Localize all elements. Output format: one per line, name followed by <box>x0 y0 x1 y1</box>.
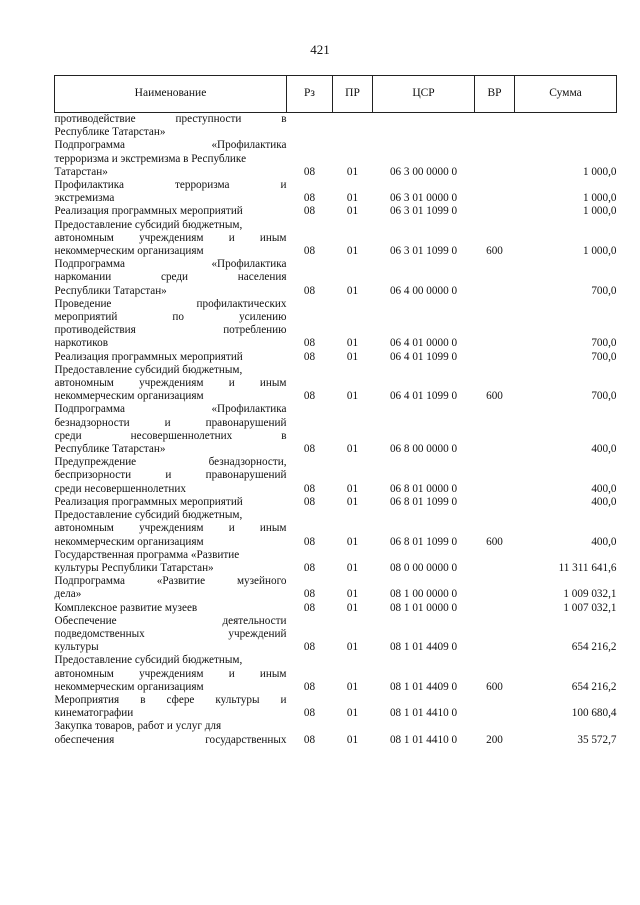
row-name-word: деятельности <box>222 614 287 627</box>
row-name-word: Мероприятия <box>54 693 120 706</box>
row-sum: 100 680,4 <box>571 707 617 720</box>
table-header-row <box>55 76 617 113</box>
row-csr: 06 8 01 1099 0 <box>389 495 458 508</box>
row-name-line <box>55 575 287 588</box>
row-name-line <box>55 285 287 298</box>
row-name-word: правонарушений <box>205 416 287 429</box>
row-csr: 06 4 01 1099 0 <box>389 350 458 363</box>
row-rz: 08 <box>303 707 316 720</box>
row-rz: 08 <box>303 535 316 548</box>
row-sum: 654 216,2 <box>571 680 617 693</box>
header-pr: ПР <box>333 76 373 113</box>
row-name-word: безнадзорности, <box>208 456 287 469</box>
row-name-word: учреждениям <box>139 522 204 535</box>
row-name-word: некоммерческим организациям <box>54 680 204 693</box>
row-vr <box>475 403 515 456</box>
row-name-word: в <box>281 113 287 125</box>
row-name-word: культуры <box>215 693 260 706</box>
row-name-word: терроризма <box>175 179 230 192</box>
row-vr: 600 <box>486 680 503 693</box>
row-sum: 1 000,0 <box>582 245 617 258</box>
row-name <box>55 720 287 746</box>
row-csr: 08 1 01 4409 0 <box>389 641 458 654</box>
row-name-line <box>55 192 287 205</box>
row-name-line <box>55 654 287 667</box>
row-vr <box>475 456 515 496</box>
row-name-word: некоммерческим организациям <box>54 535 204 548</box>
table-row <box>55 139 617 179</box>
row-sum: 700,0 <box>591 390 617 403</box>
row-name-word: некоммерческим организациям <box>54 390 204 403</box>
row-name-word: профилактических <box>196 297 287 310</box>
row-name-word: Подпрограмма <box>54 258 125 271</box>
row-sum: 1 000,0 <box>582 165 617 178</box>
table-row <box>55 549 617 575</box>
row-name-word: и <box>165 469 172 482</box>
row-csr: 06 3 01 1099 0 <box>389 245 458 258</box>
row-csr: 08 1 00 0000 0 <box>389 588 458 601</box>
row-name-word: автономным <box>54 231 114 244</box>
row-name-word: Государственная программа «Развитие <box>54 548 240 561</box>
table-row <box>55 456 617 496</box>
row-rz: 08 <box>303 495 316 508</box>
row-name-word: Предоставление субсидий бюджетным, <box>54 218 243 231</box>
row-csr: 08 1 01 4410 0 <box>389 733 458 746</box>
row-name-word: учреждениям <box>139 667 204 680</box>
row-name <box>55 694 287 720</box>
row-name-word: автономным <box>54 667 114 680</box>
row-name-word: потреблению <box>223 324 287 337</box>
row-name-line <box>55 562 287 575</box>
row-csr: 06 4 00 0000 0 <box>389 284 458 297</box>
row-name-line <box>55 707 287 720</box>
row-vr <box>475 113 515 140</box>
table-row <box>55 403 617 456</box>
row-name-word: Проведение <box>54 297 112 310</box>
row-name-word: правонарушений <box>205 469 287 482</box>
row-pr: 01 <box>346 443 359 456</box>
row-vr <box>475 602 515 615</box>
header-csr: ЦСР <box>373 76 475 113</box>
table-row <box>55 351 617 364</box>
row-csr: 06 3 01 0000 0 <box>389 192 458 205</box>
row-rz: 08 <box>303 680 316 693</box>
table-row <box>55 720 617 746</box>
row-vr <box>475 351 515 364</box>
row-name <box>55 258 287 298</box>
row-name-word: терроризма и экстремизма в Республике <box>54 152 247 165</box>
row-name-line <box>55 166 287 179</box>
table-row <box>55 615 617 655</box>
row-csr: 08 1 01 4409 0 <box>389 680 458 693</box>
row-csr: 06 3 01 1099 0 <box>389 205 458 218</box>
row-name-word: по <box>172 311 184 324</box>
row-name-line <box>55 364 287 377</box>
row-name-word: автономным <box>54 377 114 390</box>
row-name <box>55 351 287 364</box>
row-name-line <box>55 720 287 733</box>
row-name-word: беспризорности <box>54 469 132 482</box>
row-rz: 08 <box>303 733 316 746</box>
row-name-word: иным <box>259 667 287 680</box>
row-name-line <box>55 232 287 245</box>
row-pr: 01 <box>346 390 359 403</box>
row-sum: 400,0 <box>591 495 617 508</box>
row-name-word: «Развитие <box>156 575 206 588</box>
row-vr: 200 <box>486 733 503 746</box>
row-name <box>55 139 287 179</box>
row-vr: 600 <box>486 535 503 548</box>
row-name-word: Предоставление субсидий бюджетным, <box>54 654 243 667</box>
row-name-word: культуры Республики Татарстан» <box>54 561 214 574</box>
row-name-word: государственных <box>205 733 287 746</box>
row-sum: 1 007 032,1 <box>563 601 617 614</box>
row-name-word: среди <box>160 271 189 284</box>
row-name <box>55 179 287 205</box>
row-name-line <box>55 377 287 390</box>
row-rz: 08 <box>303 284 316 297</box>
row-name <box>55 219 287 259</box>
row-vr <box>475 258 515 298</box>
table-row <box>55 298 617 351</box>
row-sum: 35 572,7 <box>577 733 617 746</box>
row-name-word: в <box>140 693 146 706</box>
row-sum: 400,0 <box>591 443 617 456</box>
page-number: 421 <box>310 42 330 57</box>
row-pr: 01 <box>346 561 359 574</box>
row-name-line <box>55 258 287 271</box>
row-name-line <box>55 113 287 126</box>
row-name-word: Закупка товаров, работ и услуг для <box>54 720 222 733</box>
row-name-word: в <box>281 429 287 442</box>
row-name-word: Предоставление субсидий бюджетным, <box>54 363 243 376</box>
row-rz <box>287 113 333 140</box>
row-vr <box>475 575 515 601</box>
row-name-word: сфере <box>166 693 195 706</box>
row-name-word: и <box>164 416 171 429</box>
row-sum: 1 000,0 <box>582 205 617 218</box>
row-pr: 01 <box>346 495 359 508</box>
row-name-line <box>55 496 287 509</box>
row-name-word: несовершеннолетних <box>130 429 233 442</box>
row-rz: 08 <box>303 588 316 601</box>
row-name <box>55 602 287 615</box>
row-name-line <box>55 417 287 430</box>
row-name-word: мероприятий <box>54 311 118 324</box>
row-rz: 08 <box>303 390 316 403</box>
row-vr <box>475 179 515 205</box>
row-name-line <box>55 522 287 535</box>
row-name-line <box>55 734 287 747</box>
row-name <box>55 364 287 404</box>
row-vr <box>475 694 515 720</box>
row-name-word: Комплексное развитие музеев <box>54 601 198 614</box>
row-name-word: безнадзорности <box>54 416 130 429</box>
row-pr: 01 <box>346 733 359 746</box>
row-name-word: среди <box>54 429 82 442</box>
row-name-line <box>55 403 287 416</box>
row-name-word: и <box>228 522 235 535</box>
header-sum: Сумма <box>515 76 617 113</box>
row-name-line <box>55 245 287 258</box>
row-name-word: Подпрограмма <box>54 139 125 152</box>
row-csr: 06 8 00 0000 0 <box>389 443 458 456</box>
row-name <box>55 549 287 575</box>
row-name-word: противодействия <box>54 324 136 337</box>
row-csr: 06 3 00 0000 0 <box>389 165 458 178</box>
row-name-word: учреждений <box>228 627 287 640</box>
row-name-line <box>55 681 287 694</box>
row-vr <box>475 549 515 575</box>
row-name-line <box>55 641 287 654</box>
row-vr <box>475 205 515 218</box>
row-pr: 01 <box>346 641 359 654</box>
row-name-word: наркотиков <box>54 337 108 350</box>
table-row <box>55 179 617 205</box>
row-name-line <box>55 536 287 549</box>
row-name-word: учреждениям <box>139 231 204 244</box>
row-csr: 06 8 01 1099 0 <box>389 535 458 548</box>
row-name-word: Реализация программных мероприятий <box>54 205 243 218</box>
row-name-word: культуры <box>54 641 99 654</box>
row-name-word: Реализация программных мероприятий <box>54 495 243 508</box>
row-name-line <box>55 311 287 324</box>
row-csr: 08 1 01 4410 0 <box>389 707 458 720</box>
table-row <box>55 509 617 549</box>
row-name-line <box>55 337 287 350</box>
row-pr: 01 <box>346 192 359 205</box>
row-name-line <box>55 602 287 615</box>
row-name-line <box>55 351 287 364</box>
row-name-word: иным <box>259 231 287 244</box>
row-name <box>55 403 287 456</box>
header-vr: ВР <box>475 76 515 113</box>
row-name-line <box>55 179 287 192</box>
row-pr: 01 <box>346 284 359 297</box>
row-rz: 08 <box>303 561 316 574</box>
row-name <box>55 654 287 694</box>
row-name-word: Республике Татарстан» <box>54 126 166 139</box>
row-name-word: наркомании <box>54 271 112 284</box>
row-name-word: Предупреждение <box>54 456 137 469</box>
row-name-line <box>55 139 287 152</box>
row-name-line <box>55 219 287 232</box>
row-name-line <box>55 615 287 628</box>
row-pr: 01 <box>346 245 359 258</box>
row-name-word: и <box>280 693 287 706</box>
row-name-word: автономным <box>54 522 114 535</box>
row-sum: 11 311 641,6 <box>558 561 617 574</box>
row-name-line <box>55 430 287 443</box>
row-rz: 08 <box>303 337 316 350</box>
table-row <box>55 258 617 298</box>
row-name <box>55 205 287 218</box>
row-pr: 01 <box>346 707 359 720</box>
row-csr <box>373 113 475 140</box>
row-rz: 08 <box>303 245 316 258</box>
row-name-word: Обеспечение <box>54 614 117 627</box>
row-name-word: усилению <box>239 311 287 324</box>
table-row <box>55 219 617 259</box>
row-name-line <box>55 271 287 284</box>
row-name-line <box>55 588 287 601</box>
row-sum: 700,0 <box>591 284 617 297</box>
row-csr: 06 4 01 1099 0 <box>389 390 458 403</box>
row-name-line <box>55 153 287 166</box>
row-sum: 700,0 <box>591 337 617 350</box>
row-name-word: Республики Татарстан» <box>54 284 167 297</box>
row-vr: 600 <box>486 390 503 403</box>
row-name <box>55 615 287 655</box>
row-name-word: и <box>280 179 287 192</box>
row-sum: 1 009 032,1 <box>563 588 617 601</box>
row-name-line <box>55 549 287 562</box>
row-name-word: Республике Татарстан» <box>54 443 166 456</box>
row-name-word: и <box>228 667 235 680</box>
row-sum: 1 000,0 <box>582 192 617 205</box>
row-pr: 01 <box>346 588 359 601</box>
row-name-word: иным <box>259 377 287 390</box>
row-name-word: и <box>228 231 235 244</box>
row-rz: 08 <box>303 350 316 363</box>
row-csr: 08 0 00 0000 0 <box>389 561 458 574</box>
row-name-word: кинематографии <box>54 707 134 720</box>
row-name-word: Предоставление субсидий бюджетным, <box>54 509 243 522</box>
row-name-word: подведомственных <box>54 627 145 640</box>
row-name-word: Подпрограмма <box>54 403 125 416</box>
row-vr: 600 <box>486 245 503 258</box>
row-csr: 06 8 01 0000 0 <box>389 482 458 495</box>
row-sum: 654 216,2 <box>571 641 617 654</box>
budget-table <box>54 75 617 747</box>
row-name-line <box>55 205 287 218</box>
row-name-line <box>55 628 287 641</box>
header-name: Наименование <box>55 76 287 113</box>
row-name-word: некоммерческим организациям <box>54 245 204 258</box>
row-name-word: Реализация программных мероприятий <box>54 350 243 363</box>
row-pr: 01 <box>346 601 359 614</box>
table-row <box>55 205 617 218</box>
row-name-line <box>55 456 287 469</box>
row-name-word: преступности <box>175 113 242 125</box>
row-sum: 400,0 <box>591 482 617 495</box>
row-name-word: музейного <box>236 575 287 588</box>
table-row <box>55 113 617 140</box>
row-name-line <box>55 126 287 139</box>
row-name <box>55 113 287 140</box>
row-name-word: иным <box>259 522 287 535</box>
row-name-line <box>55 469 287 482</box>
row-name-word: экстремизма <box>54 192 115 205</box>
row-name-line <box>55 483 287 496</box>
row-rz: 08 <box>303 601 316 614</box>
table-row <box>55 602 617 615</box>
table-row <box>55 694 617 720</box>
row-name <box>55 575 287 601</box>
row-name-word: «Профилактика <box>211 139 287 152</box>
row-pr: 01 <box>346 165 359 178</box>
row-name-line <box>55 509 287 522</box>
row-rz: 08 <box>303 205 316 218</box>
row-name-word: «Профилактика <box>211 258 287 271</box>
row-pr: 01 <box>346 680 359 693</box>
row-pr: 01 <box>346 337 359 350</box>
row-vr <box>475 298 515 351</box>
row-rz: 08 <box>303 443 316 456</box>
row-vr <box>475 139 515 179</box>
row-name-word: и <box>228 377 235 390</box>
row-pr: 01 <box>346 482 359 495</box>
table-row <box>55 496 617 509</box>
row-name <box>55 509 287 549</box>
row-rz: 08 <box>303 641 316 654</box>
row-rz: 08 <box>303 482 316 495</box>
row-name-word: Профилактика <box>54 179 124 192</box>
row-name-word: населения <box>237 271 287 284</box>
row-pr: 01 <box>346 350 359 363</box>
row-csr: 06 4 01 0000 0 <box>389 337 458 350</box>
row-name-word: Подпрограмма <box>54 575 125 588</box>
row-name-line <box>55 390 287 403</box>
row-name-line <box>55 694 287 707</box>
row-name-word: среди несовершеннолетних <box>54 482 186 495</box>
row-name-word: противодействие <box>54 113 136 125</box>
row-name <box>55 456 287 496</box>
row-name <box>55 496 287 509</box>
row-name-word: обеспечения <box>54 733 115 746</box>
row-pr: 01 <box>346 205 359 218</box>
row-name-word: дела» <box>54 588 82 601</box>
row-name-line <box>55 324 287 337</box>
row-sum <box>515 113 617 140</box>
row-name-word: учреждениям <box>139 377 204 390</box>
row-name-line <box>55 443 287 456</box>
row-rz: 08 <box>303 165 316 178</box>
row-name-word: Татарстан» <box>54 165 108 178</box>
header-rz: Рз <box>287 76 333 113</box>
row-name-line <box>55 668 287 681</box>
table-row <box>55 364 617 404</box>
row-vr <box>475 615 515 655</box>
row-name-word: «Профилактика <box>211 403 287 416</box>
row-sum: 400,0 <box>591 535 617 548</box>
row-pr: 01 <box>346 535 359 548</box>
table-row <box>55 575 617 601</box>
row-rz: 08 <box>303 192 316 205</box>
row-csr: 08 1 01 0000 0 <box>389 601 458 614</box>
row-vr <box>475 496 515 509</box>
row-name <box>55 298 287 351</box>
row-pr <box>333 113 373 140</box>
row-sum: 700,0 <box>591 350 617 363</box>
table-row <box>55 654 617 694</box>
row-name-line <box>55 298 287 311</box>
